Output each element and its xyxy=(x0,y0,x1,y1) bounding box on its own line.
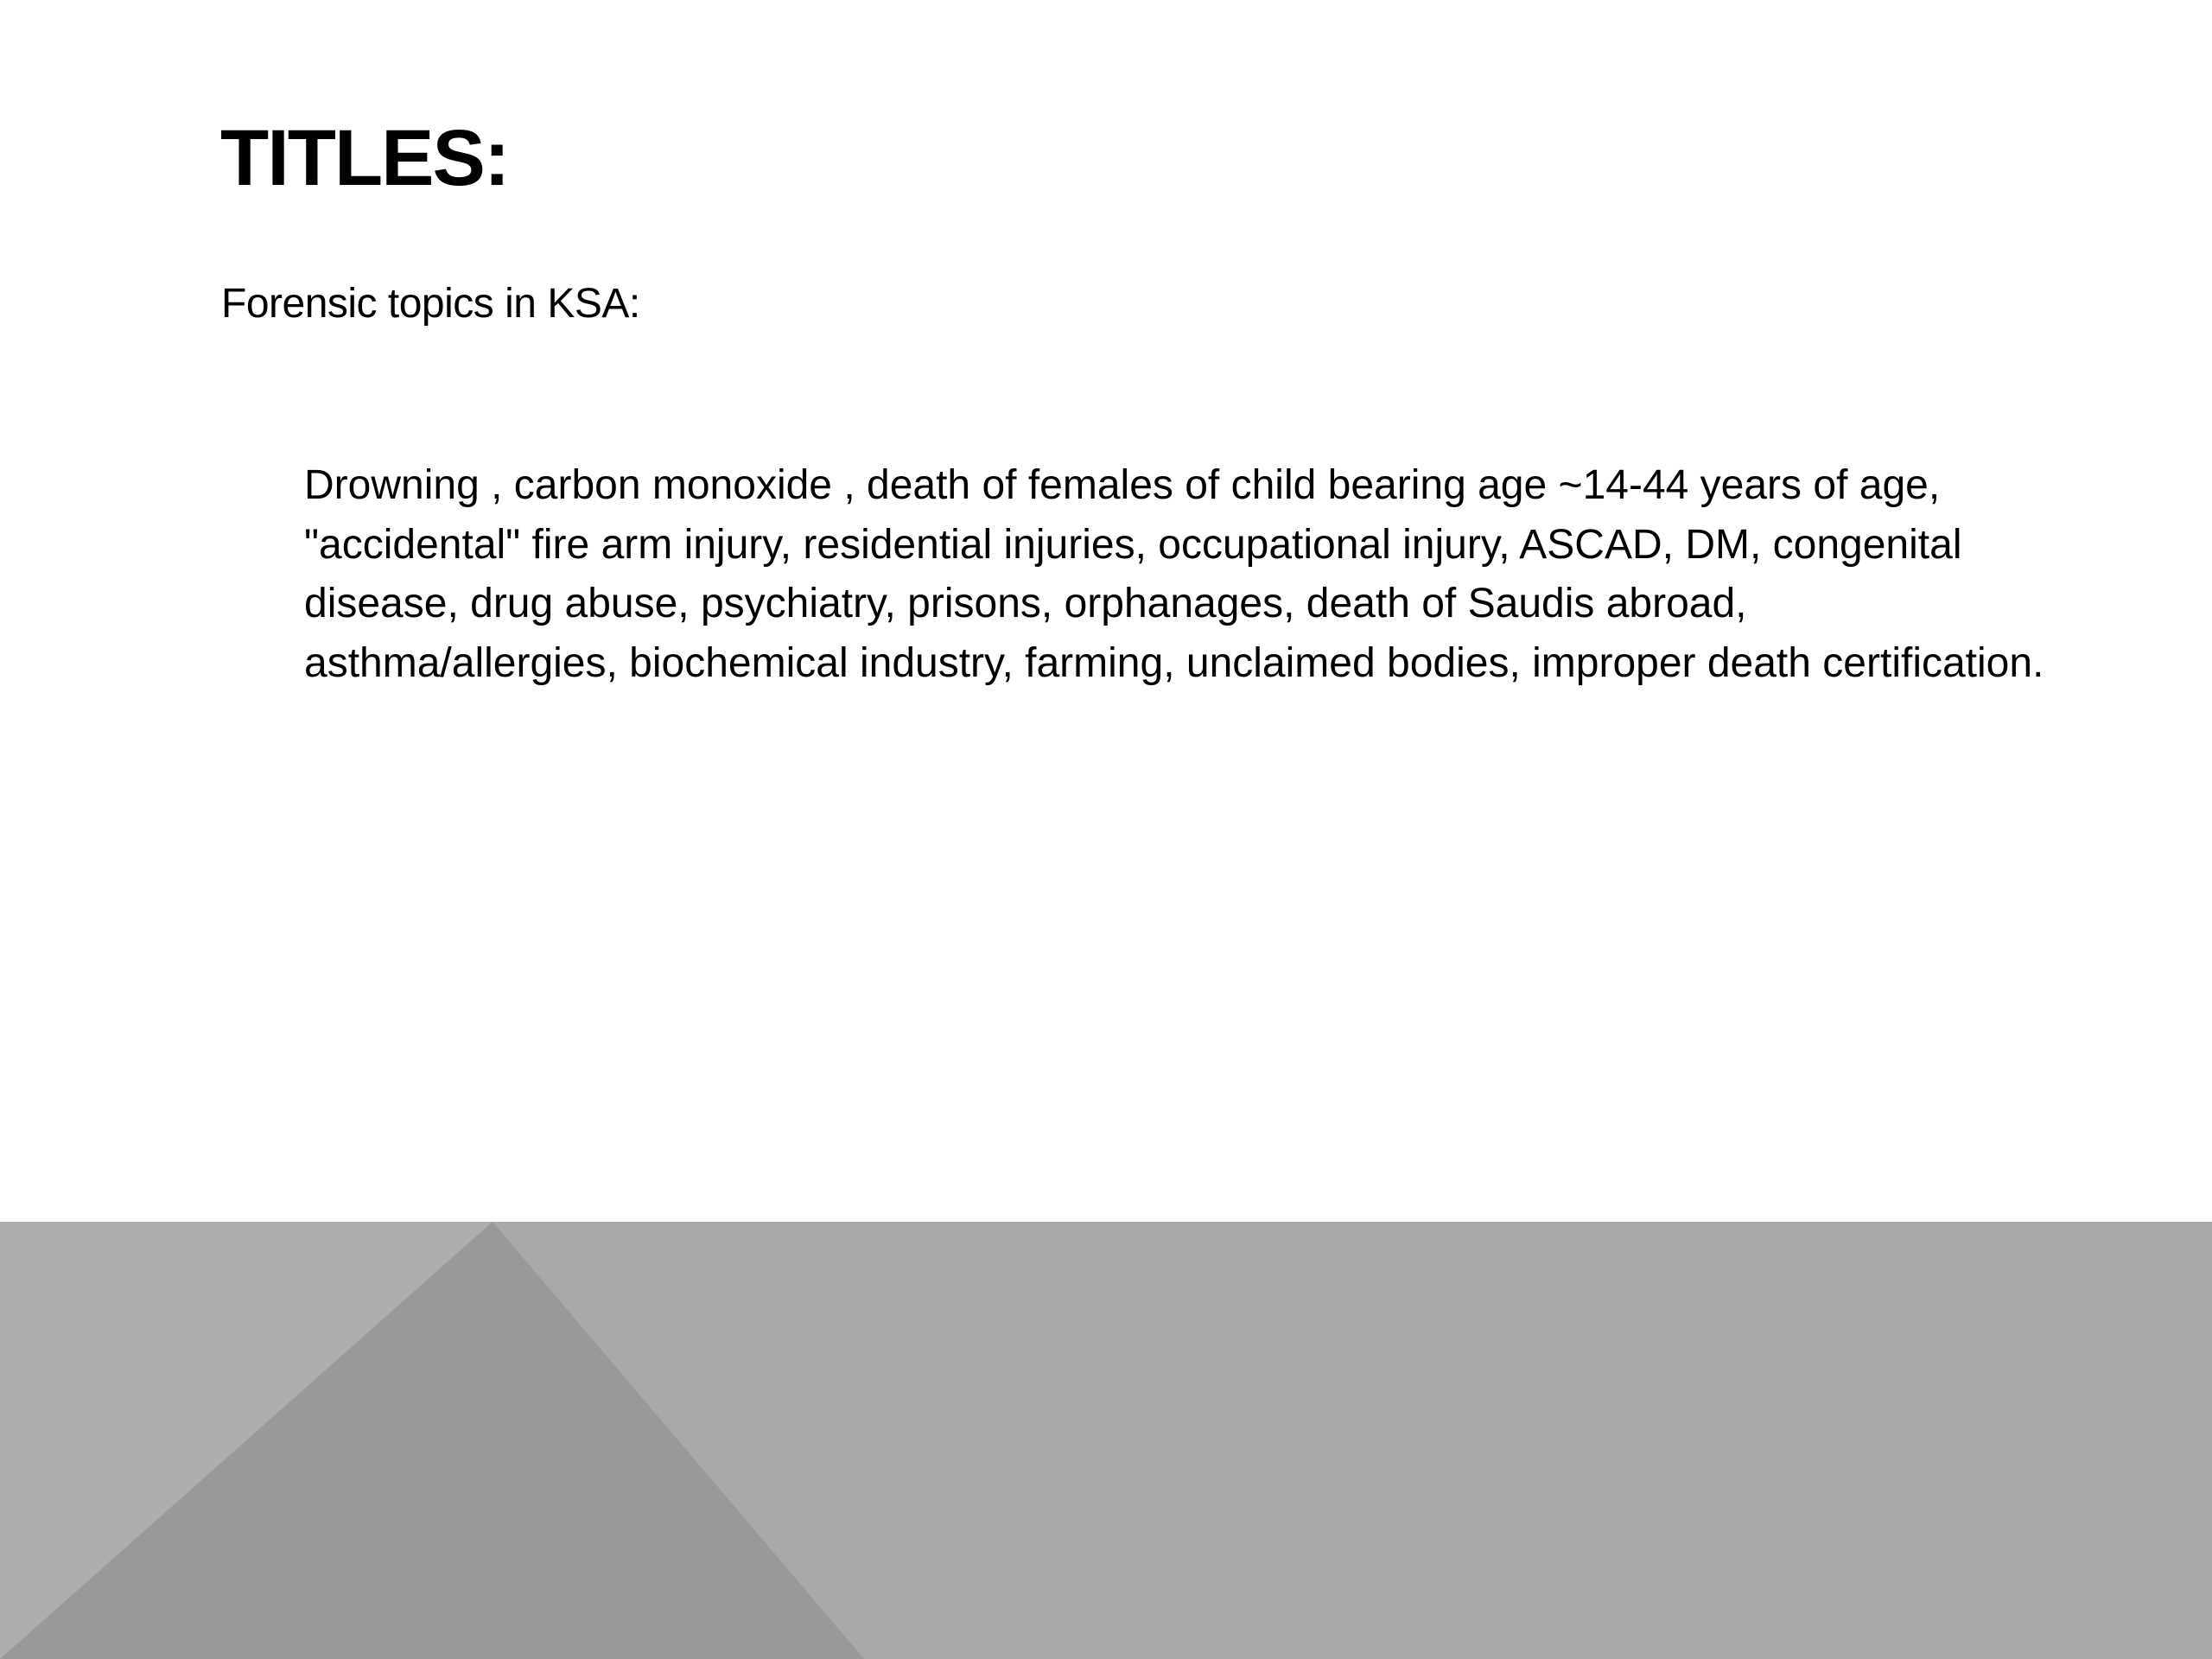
slide-title: TITLES: xyxy=(220,114,509,202)
slide-subtitle: Forensic topics in KSA: xyxy=(221,281,640,327)
footer-decoration xyxy=(0,1222,2212,1659)
slide-body-text: Drowning , carbon monoxide , death of females of child bearing age ~14-44 years of age, "accidental" fire arm injury, residential injuries, occupational injury, ASCAD, DM, congenital disease, drug abuse, psychiatry, prisons, orphanages, death of Saudis abroad, asthma/allergies, biochemical industry, farming, unclaimed bodies, improper death certification. xyxy=(304,462,2044,686)
